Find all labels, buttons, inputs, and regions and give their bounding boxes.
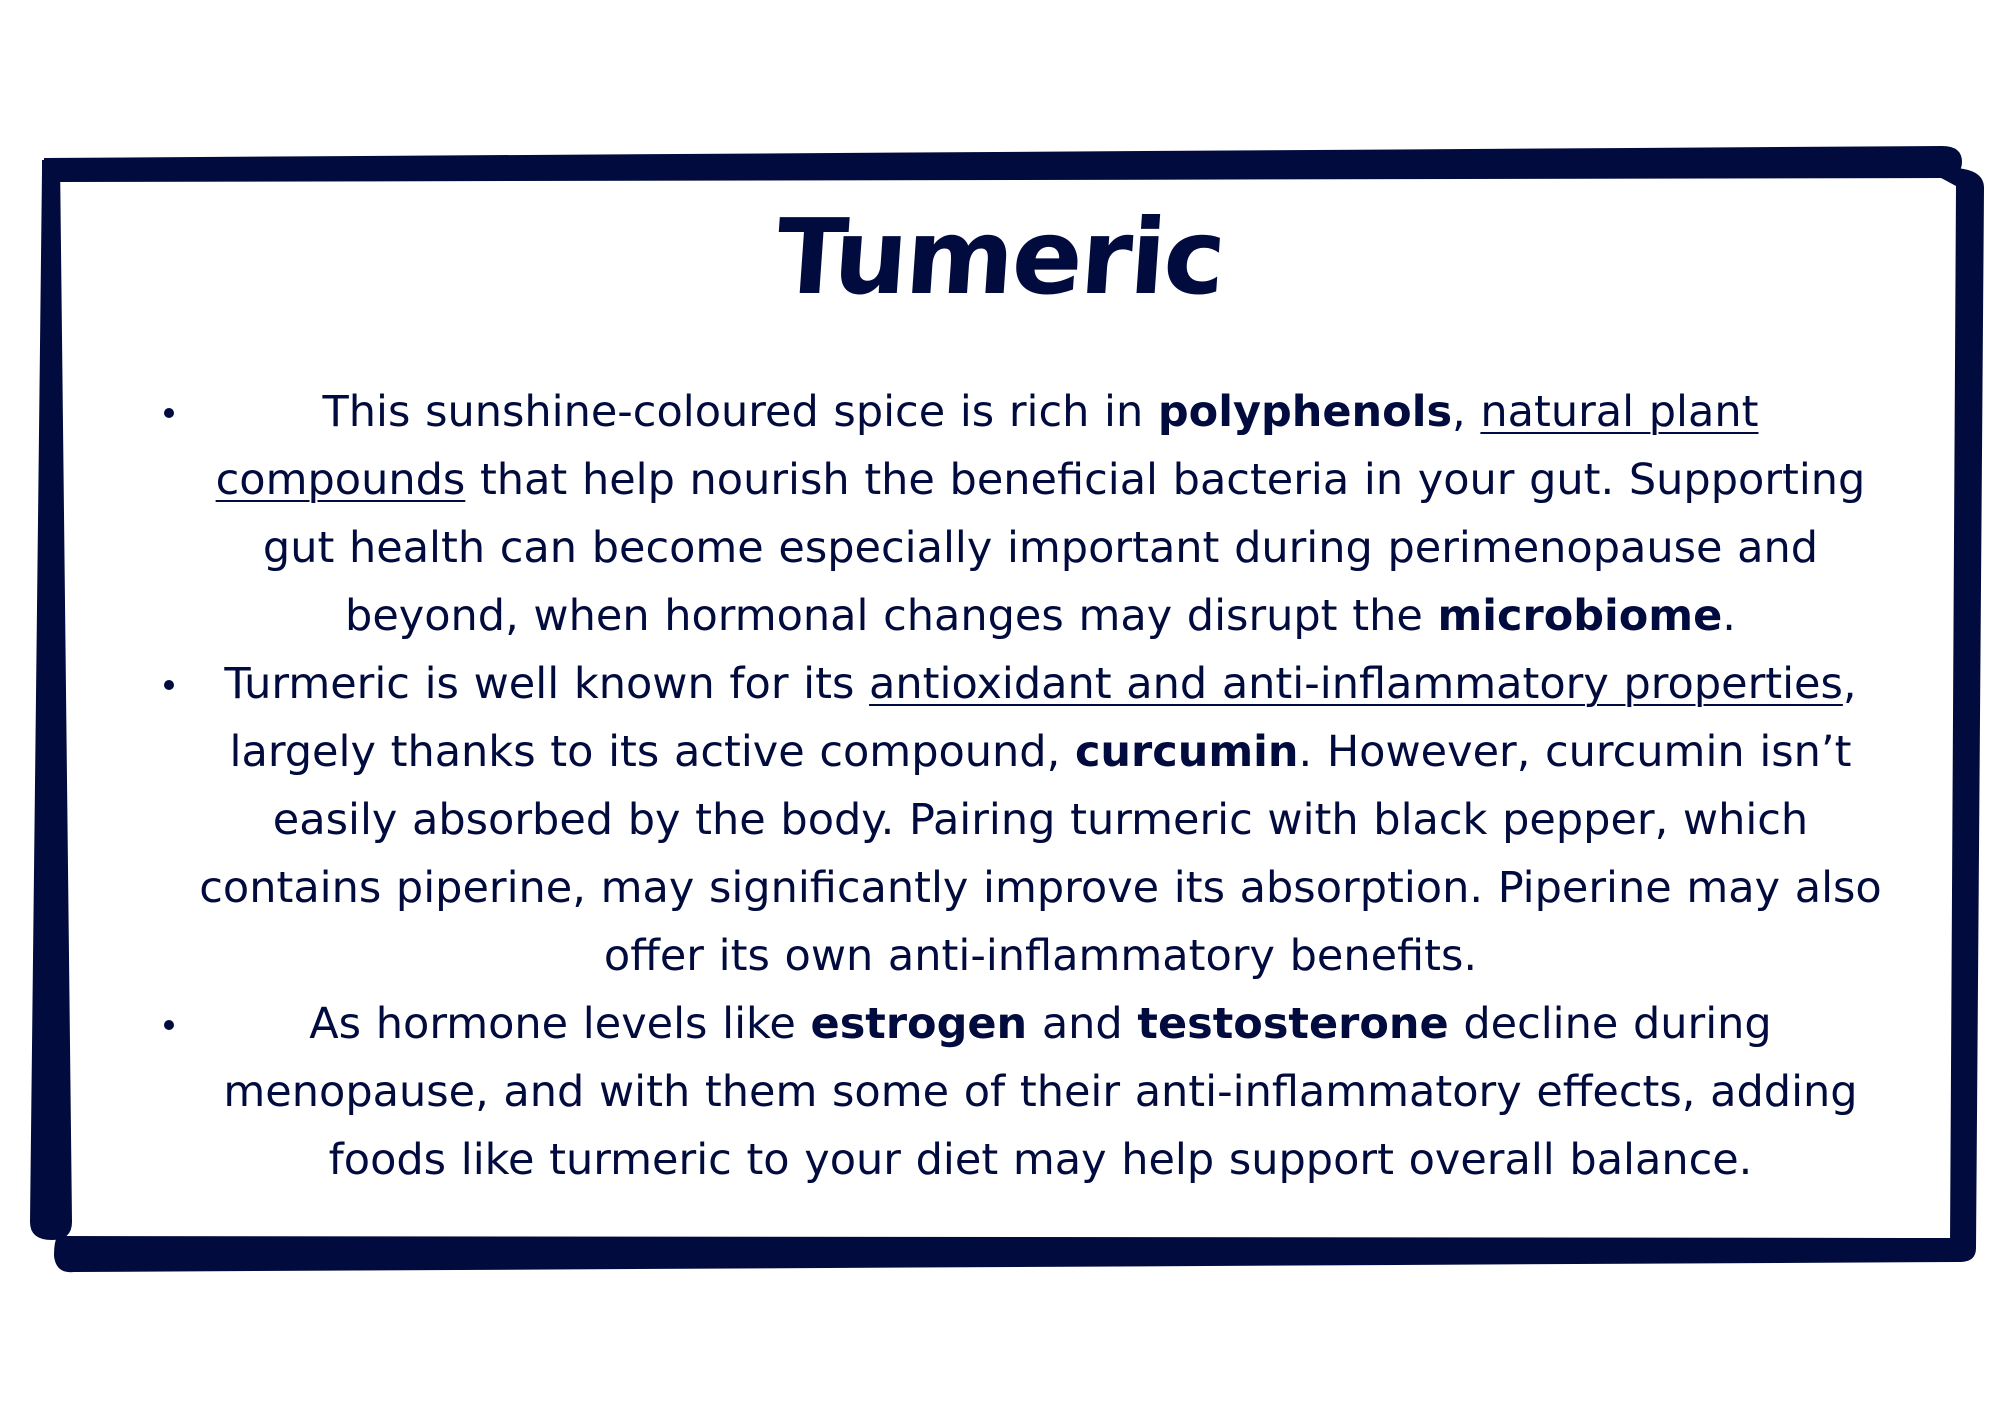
bullet-text: and xyxy=(1027,999,1138,1049)
bullet-dot-icon xyxy=(164,408,174,418)
underlined-phrase: antioxidant and anti-inflammatory properties xyxy=(869,659,1843,709)
bold-term: polyphenols xyxy=(1157,387,1453,437)
frame-right-stroke xyxy=(1930,168,1984,1263)
bold-term: microbiome xyxy=(1437,591,1723,641)
bullet-text: , xyxy=(1452,387,1481,437)
page-title: Tumeric xyxy=(772,196,1228,318)
bullet-list xyxy=(148,378,1893,1194)
bullet-dot-icon xyxy=(164,680,174,690)
bullet-text: decline during menopause, and with them some of their anti-inflammatory effects, adding foods like turmeric to your diet may help support overall balance. xyxy=(223,999,1858,1185)
bullet-item xyxy=(148,990,1893,1194)
bullet-item xyxy=(148,378,1893,650)
underlined-phrase: natural plant compounds xyxy=(215,387,1759,505)
bullet-text: This sunshine-coloured spice is rich in xyxy=(322,387,1158,437)
frame-left-stroke xyxy=(30,160,72,1240)
frame-top-stroke xyxy=(44,146,1962,182)
bold-term: curcumin xyxy=(1074,727,1299,777)
bullet-text: As hormone levels like xyxy=(309,999,811,1049)
bullet-text: . However, curcumin isn’t easily absorbed by the body. Pairing turmeric with black pepper, which contains piperine, may significantly improve its absorption. Piperine may also offer its own anti-inflammatory benefits. xyxy=(199,727,1882,981)
bold-term: estrogen xyxy=(810,999,1028,1049)
frame-bottom-stroke xyxy=(54,1236,1970,1272)
bold-term: testosterone xyxy=(1137,999,1449,1049)
bullet-item xyxy=(148,650,1893,990)
bullet-dot-icon xyxy=(164,1020,174,1030)
bullet-text: . xyxy=(1722,591,1736,641)
bullet-text: that help nourish the beneficial bacteria in your gut. Supporting gut health can become especially important during perimenopause and beyond, when hormonal changes may disrupt the xyxy=(262,455,1866,641)
bullet-text: Turmeric is well known for its xyxy=(224,659,870,709)
bullet-text: , largely thanks to its active compound, xyxy=(229,659,1857,777)
